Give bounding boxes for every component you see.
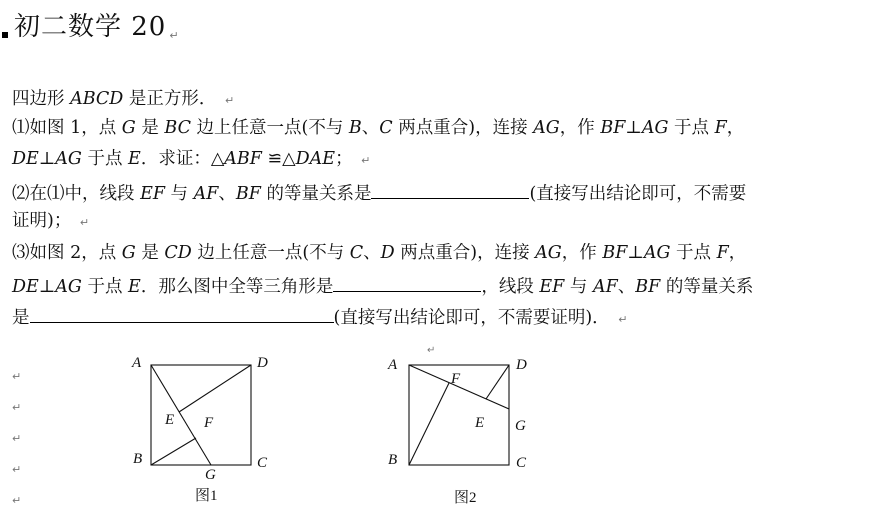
figure2-label-G: G — [515, 418, 526, 434]
answer-blank-congruent[interactable] — [333, 273, 481, 292]
paragraph-mark-icon: ↵ — [12, 432, 22, 445]
figure1-label-E: E — [165, 412, 175, 428]
paragraph-mark-icon: ↵ — [79, 216, 90, 229]
paragraph-mark-icon: ↵ — [169, 29, 179, 42]
part1-line2: DE⊥AG 于点 E．求证：△ABF ≌△DAE； ↵ — [12, 149, 371, 169]
answer-blank-relation[interactable] — [30, 304, 334, 323]
part3-line1: ⑶如图 2，点 G 是 CD 边上任意一点(不与 C、D 两点重合)，连接 AG，作 BF⊥AG 于点 F， — [12, 243, 747, 263]
part3-line3: 是 (直接写出结论即可，不需要证明)． ↵ — [12, 304, 627, 331]
figure1-label-A: A — [132, 355, 142, 371]
paragraph-mark-icon: ↵ — [427, 345, 436, 356]
paragraph-mark-icon: ↵ — [12, 463, 22, 476]
document-title-bar — [0, 8, 179, 42]
figure2-label-C: C — [516, 455, 527, 471]
figure1-segment-DE — [179, 365, 251, 412]
page-title: 初二数学 20 — [14, 12, 167, 42]
figure1-label-C: C — [257, 455, 268, 471]
figure1-label-G: G — [205, 467, 216, 483]
figure2-label-D: D — [516, 357, 527, 373]
figure2-label-F: F — [451, 371, 461, 387]
paragraph-mark-icon: ↵ — [224, 94, 235, 107]
figure-2 — [380, 345, 550, 510]
problem-intro: 四边形 ABCD 是正方形． ↵ — [12, 89, 235, 109]
margin-paragraph-marks — [12, 370, 21, 525]
answer-blank-part2[interactable] — [371, 180, 529, 199]
figure1-label-F: F — [204, 415, 214, 431]
paragraph-mark-icon: ↵ — [12, 494, 22, 507]
paragraph-mark-icon: ↵ — [12, 370, 22, 383]
part2-line2: 证明)； ↵ — [12, 211, 90, 231]
part3-line2: DE⊥AG 于点 E．那么图中全等三角形是 ，线段 EF 与 AF、BF 的等量关系 — [12, 273, 753, 298]
figure1-segment-AG — [151, 365, 211, 465]
figure2-label-A: A — [388, 357, 398, 373]
figure2-segment-DE — [486, 365, 509, 399]
figure2-caption: 图2 — [454, 490, 477, 506]
part2-line1: ⑵在⑴中，线段 EF 与 AF、BF 的等量关系是 (直接写出结论即可，不需要 — [12, 180, 746, 205]
figure2-segment-BF — [409, 383, 449, 465]
figure-1 — [120, 345, 290, 510]
paragraph-mark-icon: ↵ — [12, 401, 22, 414]
figure1-label-D: D — [257, 355, 268, 371]
figure1-caption: 图1 — [195, 488, 218, 504]
figure2-label-E: E — [475, 415, 485, 431]
paragraph-mark-icon: ↵ — [361, 154, 371, 167]
figure2-label-B: B — [388, 452, 398, 468]
paragraph-mark-icon: ↵ — [618, 313, 628, 326]
figure1-segment-BF — [151, 438, 196, 465]
heading-bullet-icon — [2, 32, 8, 38]
figure1-label-B: B — [133, 451, 143, 467]
part1-line1: ⑴如图 1，点 G 是 BC 边上任意一点(不与 B、C 两点重合)，连接 AG，作 BF⊥AG 于点 F， — [12, 118, 745, 138]
